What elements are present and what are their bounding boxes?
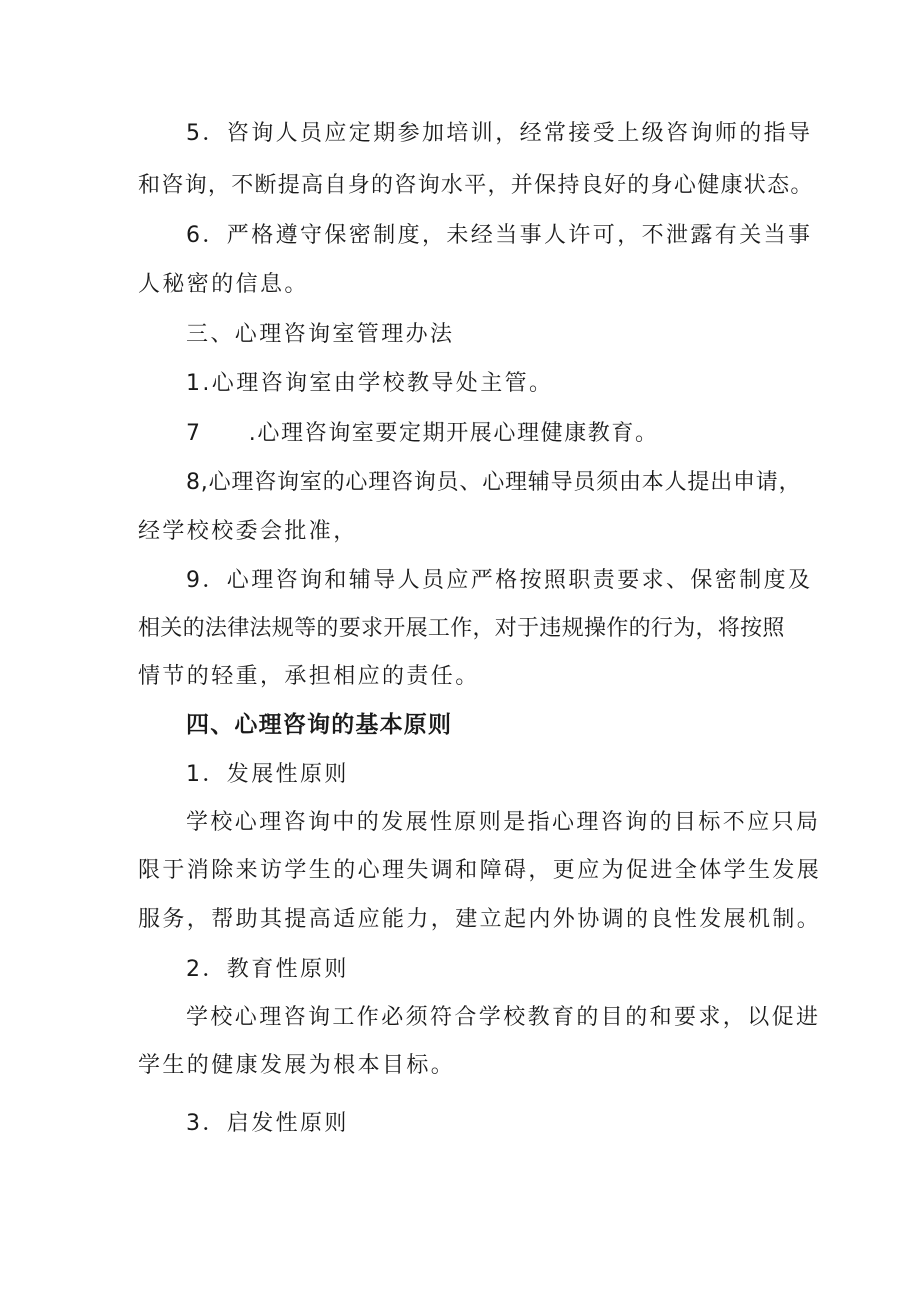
subsection-title: 3．启发性原则 [186, 1111, 349, 1136]
paragraph-line: 7 .心理咨询室要定期开展心理健康教育。 [186, 421, 659, 446]
paragraph-line: 9．心理咨询和辅导人员应严格按照职责要求、保密制度及 [186, 568, 813, 593]
paragraph-line: 经学校校委会批准， [138, 519, 358, 544]
paragraph-line: 学生的健康发展为根本目标。 [138, 1053, 456, 1078]
paragraph-line: 8,心理咨询室的心理咨询员、心理辅导员须由本人提出申请， [186, 470, 802, 495]
paragraph-line: 服务，帮助其提高适应能力，建立起内外协调的良性发展机制。 [138, 907, 822, 932]
paragraph-line: 相关的法律法规等的要求开展工作，对于违规操作的行为，将按照 [138, 616, 785, 641]
subsection-title: 2．教育性原则 [186, 957, 349, 982]
subsection-title: 1．发展性原则 [186, 762, 349, 787]
paragraph-line: 学校心理咨询中的发展性原则是指心理咨询的目标不应只局 [186, 810, 821, 835]
section-heading: 四、心理咨询的基本原则 [186, 712, 453, 738]
paragraph-line: 6．严格遵守保密制度，未经当事人许可，不泄露有关当事 [186, 223, 813, 248]
paragraph-line: 和咨询，不断提高自身的咨询水平，并保持良好的身心健康状态。 [138, 173, 814, 198]
paragraph-line: 5．咨询人员应定期参加培训，经常接受上级咨询师的指导 [186, 121, 813, 146]
section-heading: 三、心理咨询室管理办法 [186, 322, 455, 347]
paragraph-line: 1.心理咨询室由学校教导处主管。 [186, 371, 554, 396]
paragraph-line: 限于消除来访学生的心理失调和障碍，更应为促进全体学生发展 [138, 858, 822, 883]
paragraph-line: 情节的轻重，承担相应的责任。 [138, 664, 480, 689]
paragraph-line: 人秘密的信息。 [138, 272, 309, 297]
paragraph-line: 学校心理咨询工作必须符合学校教育的目的和要求，以促进 [186, 1005, 821, 1030]
